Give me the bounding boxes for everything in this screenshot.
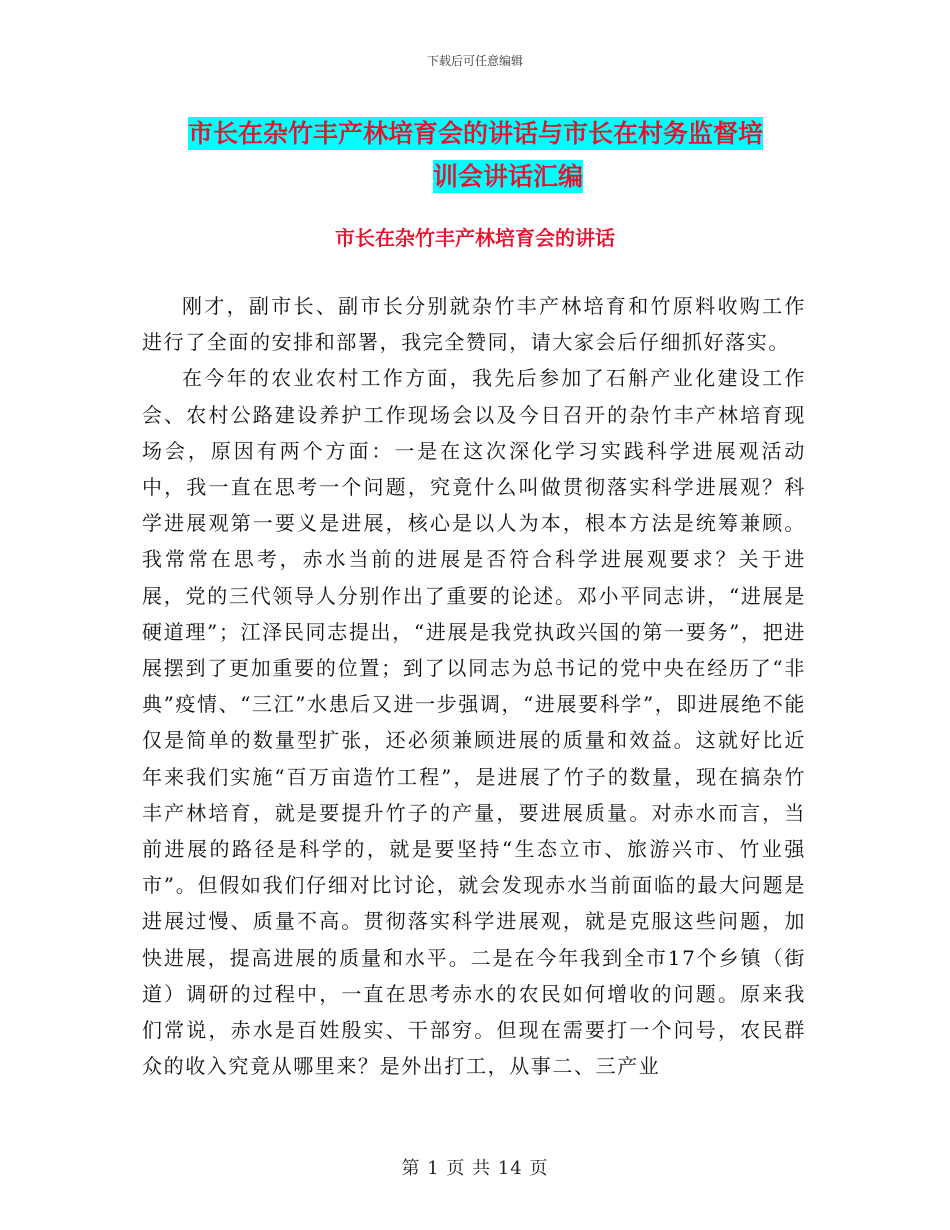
section-title: 市长在杂竹丰产林培育会的讲话 bbox=[335, 226, 615, 250]
title-line-1: 市长在杂竹丰产林培育会的讲话与市长在村务监督培 bbox=[188, 119, 764, 148]
page-footer: 第 1 页 共 14 页 bbox=[401, 1158, 549, 1179]
body-text bbox=[142, 288, 806, 1084]
paragraph: 在今年的农业农村工作方面，我先后参加了石斛产业化建设工作会、农村公路建设养护工作现场会以及今日召开的杂竹丰产林培育现场会，原因有两个方面：一是在这次深化学习实践科学进展观活动中，我一直在思考一个问题，究竟什么叫做贯彻落实科学进展观？科学进展观第一要义是进展，核心是以人为本，根本方法是统筹兼顾。我常常在思考，赤水当前的进展是否符合科学进展观要求？关于进展，党的三代领导人分别作出了重要的论述。邓小平同志讲，“进展是硬道理”；江泽民同志提出，“进展是我党执政兴国的第一要务”，把进展摆到了更加重要的位置；到了以同志为总书记的党中央在经历了“非典”疫情、“三江”水患后又进一步强调，“进展要科学”，即进展绝不能仅是简单的数量型扩张，还必须兼顾进展的质量和效益。这就好比近年来我们实施“百万亩造竹工程”，是进展了竹子的数量，现在搞杂竹丰产林培育，就是要提升竹子的产量，要进展质量。对赤水而言，当前进展的路径是科学的，就是要坚持“生态立市、旅游兴市、竹业强市”。但假如我们仔细对比讨论，就会发现赤水当前面临的最大问题是进展过慢、质量不高。贯彻落实科学进展观，就是克服这些问题，加快进展，提高进展的质量和水平。二是在今年我到全市17个乡镇（街道）调研的过程中，一直在思考赤水的农民如何增收的问题。原来我们常说，赤水是百姓殷实、干部穷。但现在需要打一个问号，农民群众的收入究竟从哪里来？是外出打工，从事二、三产业 bbox=[142, 366, 806, 1079]
header-note: 下载后可任意编辑 bbox=[426, 54, 523, 68]
paragraph: 刚才，副市长、副市长分别就杂竹丰产林培育和竹原料收购工作进行了全面的安排和部署，我完全赞同，请大家会后仔细抓好落实。 bbox=[142, 294, 806, 355]
document-title bbox=[188, 112, 828, 198]
title-line-2: 训会讲话汇编 bbox=[432, 162, 583, 191]
